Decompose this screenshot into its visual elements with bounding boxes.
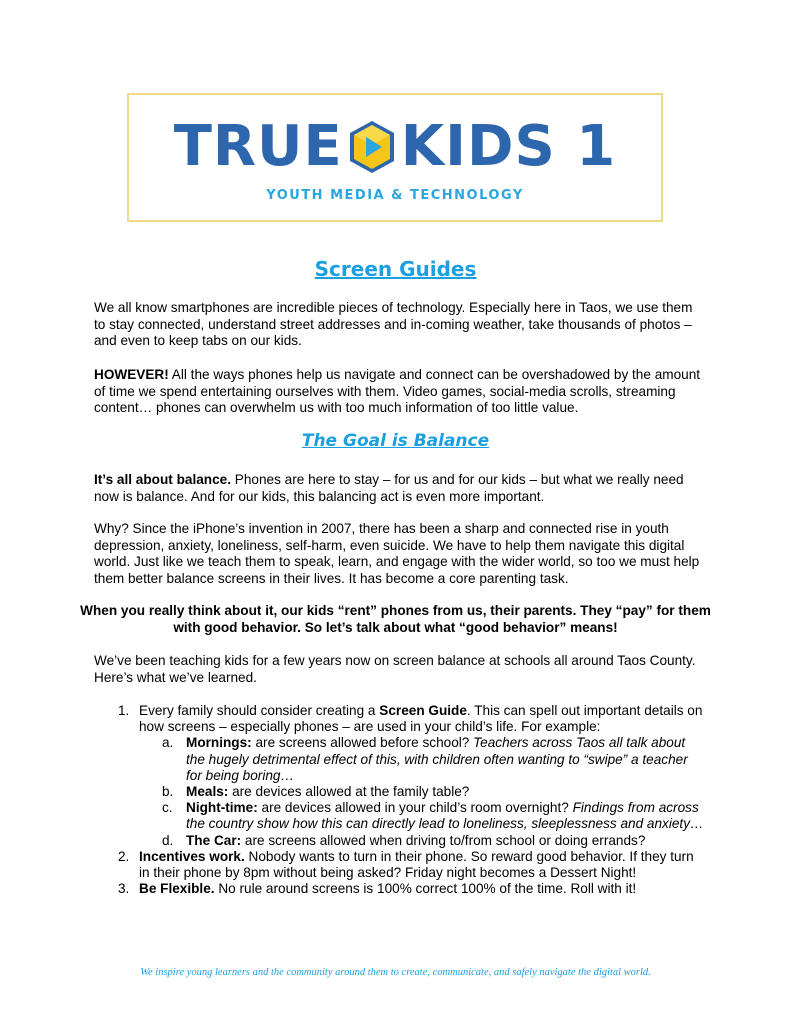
logo-box [127,93,663,222]
however-emphasis: HOWEVER! [94,367,169,382]
list-subitem [94,735,704,784]
balance-paragraph-2: Why? Since the iPhone’s invention in 2007, there has been a sharp and connected rise in youth depression, anxiety, loneliness, self-harm, even suicide. We have to help them navigate this digital world. Just like we teach them to speak, learn, and engage with the wider world, so too we must help them better balance screens in their lives. It has become a core parenting task. [94,521,700,586]
subitem-label: The Car: [186,832,242,848]
list-number: 2. [118,848,130,864]
list-subitem [94,833,704,849]
subitem-label: Night-time: [186,800,258,816]
list-item-text: . This can spell out important details on how screens – especially phones – are used in your child’s life. For example: [139,703,703,735]
list-number: a. [162,735,174,751]
intro-paragraph-2-text: All the ways phones help us navigate and connect can be overshadowed by the amount of time we spend entertaining ourselves with them. Video games, social-media scrolls, streaming content… phones can overwhelm us with too much information of too little value. [94,367,701,415]
list-item [94,881,704,897]
list-item [94,849,704,881]
list-item-text: No rule around screens is 100% correct 100% of the time. Roll with it! [214,881,637,897]
list-item [94,703,704,735]
intro-paragraph-1: We all know smartphones are incredible pieces of technology. Especially here in Taos, we use them to stay connected, understand street addresses and in-coming weather, take thousands of photos – and even to keep tabs on our kids. [94,300,693,348]
subitem-label: Meals: [186,784,229,800]
subitem-note: Teachers across Taos all talk about the hugely detrimental effect of this, with children often wanting to “swipe” a teacher for being boring… [186,735,688,783]
logo-word-true: TRUE [173,114,343,179]
incentives-emphasis: Incentives work. [139,848,245,864]
section-heading-balance: The Goal is Balance [301,431,490,451]
flexible-emphasis: Be Flexible. [139,881,215,897]
list-number: 1. [118,703,130,718]
balance-emphasis: It’s all about balance. [94,472,231,487]
intro-paragraph-2 [94,367,704,417]
logo-word-kids: KIDS 1 [400,114,617,179]
list-item-text: Nobody wants to turn in their phone. So reward good behavior. If they turn in their phone by 8pm without being asked? Friday night becomes a Dessert Night! [139,848,694,881]
logo-wordmark [129,115,661,179]
page-title: Screen Guides [314,257,477,281]
subitem-text: are screens allowed when driving to/from school or doing errands? [241,832,646,848]
subitem-note: Findings from across the country show how this can directly lead to loneliness, sleeplessness and anxiety… [186,800,704,832]
balance-paragraph-3: We’ve been teaching kids for a few years now on screen balance at schools all around Taos County. Here’s what we’ve learned. [94,653,696,685]
balance-paragraph-1-text: Phones are here to stay – for us and for our kids – but what we really need now is balance. And for our kids, this balancing act is even more important. [94,472,684,504]
subitem-label: Mornings: [186,735,252,751]
list-number: b. [162,784,174,800]
subitem-text: are screens allowed before school? [251,735,474,751]
list-number: 3. [118,881,130,897]
screen-guide-emphasis: Screen Guide [379,703,467,718]
balance-paragraph-1 [94,472,704,505]
list-subitem [94,800,704,832]
footer-mission: We inspire young learners and the community around them to create, communicate, and safely navigate the digital world. [140,967,651,978]
list-number: d. [162,832,174,848]
screen-guide-list [94,703,704,897]
play-cube-icon [347,119,397,175]
subitem-text: are devices allowed at the family table? [228,784,470,800]
list-number: c. [162,800,173,816]
logo-tagline: YOUTH MEDIA & TECHNOLOGY [266,188,524,203]
list-subitem [94,784,704,800]
list-item-text: Every family should consider creating a [139,703,380,718]
subitem-text: are devices allowed in your child’s room overnight? [257,800,573,816]
callout-text: When you really think about it, our kids “rent” phones from us, their parents. They “pay” for them with good behavior. So let’s talk about what “good behavior” means! [80,603,711,635]
